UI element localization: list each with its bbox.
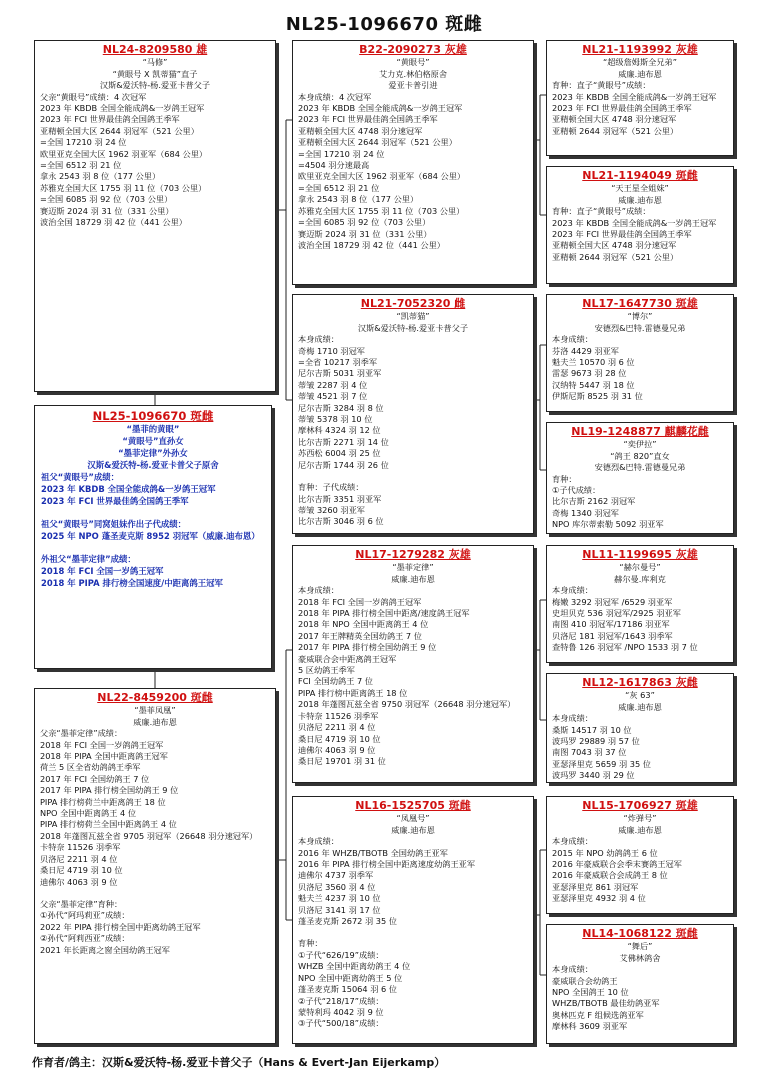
result-line: 2017 年王牌精英全国幼鸽王 7 位 <box>298 630 422 641</box>
result-line: 育种：子代成绩： <box>298 482 364 493</box>
result-line: 苏雅克全国大区 1755 羽 11 位（703 公里） <box>298 205 465 216</box>
result-line: 本身成绩： <box>552 334 593 345</box>
ring-number: NL17-1279282 灰雄 <box>355 548 471 561</box>
result-line: 2016 年 WHZB/TBOTB 全国幼鸽王亚军 <box>298 847 448 858</box>
pedigree-box-sire-sire <box>292 40 534 285</box>
subject-breeder: 汉斯&爱沃特-杨.爱亚卡普父子原舍 <box>87 460 219 470</box>
result-line: 亚精顿全国大区 2644 羽冠军（521 公里） <box>40 125 199 136</box>
result-line: ②子代“218/17”成绩： <box>298 995 384 1006</box>
ring-number: NL21-7052320 雌 <box>360 297 466 310</box>
pigeon-origin: 汉斯&爱沃特-杨.爱亚卡普父子 <box>99 80 211 91</box>
result-line: 亚精顿 2644 羽冠军（521 公里） <box>552 251 679 262</box>
result-line: 魁夫兰 10570 羽 6 位 <box>552 357 635 368</box>
result-line: 蓬圣麦克斯 2672 羽 35 位 <box>298 916 397 927</box>
ring-number: NL22-8459200 斑雌 <box>97 691 213 704</box>
footer-breeder: 作育者/鸽主：汉斯&爱沃特-杨.爱亚卡普父子（Hans & Evert-Jan Eijerkamp） <box>32 1056 446 1069</box>
result-line: 蒂皱 3260 羽亚军 <box>298 504 365 515</box>
result-line: 拿永 2543 羽 8 位（177 公里） <box>40 171 161 182</box>
result-line: 贝洛尼 3560 羽 4 位 <box>298 881 376 892</box>
result-line: 贝洛尼 2211 羽 4 位 <box>40 853 118 864</box>
spacer <box>40 888 270 899</box>
spacer <box>298 471 528 482</box>
result-line: WHZB 全国中距离幼鸽王 4 位 <box>298 961 411 972</box>
pigeon-origin: 威廉.迪布恩 <box>133 716 177 727</box>
pedigree-box-ggp-8 <box>546 924 734 1044</box>
pigeon-origin: 爱亚卡普引进 <box>388 80 438 91</box>
result-line: =全省 10217 羽季军 <box>298 357 378 368</box>
pedigree-box-ggp-7 <box>546 796 734 914</box>
result-line: 2023 年 FCI 世界最佳鸽全国鸽王季军 <box>552 229 692 240</box>
pedigree-box-ggp-3 <box>546 294 734 412</box>
pigeon-origin: “鸽王 820”直女 <box>610 450 670 461</box>
ring-number: NL16-1525705 斑雌 <box>355 799 471 812</box>
pigeon-origin: 威廉.迪布恩 <box>391 573 435 584</box>
result-line: 2016 年豪威联合会季末赛鸽王冠军 <box>552 859 682 870</box>
pedigree-box-sire <box>34 40 276 392</box>
result-line: 育种： <box>298 938 323 949</box>
pedigree-box-ggp-5 <box>546 545 734 663</box>
pigeon-name: “奕伊拉” <box>623 439 657 450</box>
pigeon-name: “炸弹号” <box>623 813 657 824</box>
result-line: 2022 年 PIPA 排行榜全国中距离幼鸽王冠军 <box>40 921 201 932</box>
pedigree-box-sire-dam <box>292 294 534 534</box>
result-line: 奥林匹克 F 组候选鸽亚军 <box>552 1009 644 1020</box>
result-line: 2017 年 FCI 全国幼鸽王 7 位 <box>40 773 150 784</box>
subject-gap <box>41 542 265 553</box>
pigeon-origin: 艾力克.林伯格原舍 <box>378 68 448 79</box>
subject-ring: NL25-1096670 斑雌 <box>92 409 214 423</box>
result-line: 蓬圣麦克斯 15064 羽 6 位 <box>298 984 397 995</box>
result-line: 亚精顿 2644 羽冠军（521 公里） <box>552 125 679 136</box>
result-line: 摩林科 4324 羽 12 位 <box>298 425 381 436</box>
pedigree-box-ggp-1 <box>546 40 734 156</box>
result-line: 卡特奈 11526 羽季军 <box>40 842 121 853</box>
result-line: =全国 6512 羽 21 位 <box>298 182 380 193</box>
pedigree-ring-header <box>552 298 728 310</box>
ring-number: NL21-1194049 斑雌 <box>582 169 698 182</box>
ring-number: NL11-1199695 灰雄 <box>582 548 698 561</box>
result-line: 尼尔吉斯 3284 羽 8 位 <box>298 402 384 413</box>
result-line: 尼尔吉斯 1744 羽 26 位 <box>298 459 389 470</box>
result-line: 本身成绩： <box>298 334 339 345</box>
pedigree-ring-header <box>298 800 528 812</box>
subject-line: 2023 年 KBDB 全国全能成鸽&一岁鸽王冠军 <box>41 484 216 494</box>
result-line: NPO 全国中距离幼鸽王 5 位 <box>298 972 403 983</box>
pigeon-name: “凤凰号” <box>396 813 430 824</box>
result-line: 本身成绩： <box>552 964 593 975</box>
pigeon-name: “天王星全姐妹” <box>611 183 669 194</box>
pedigree-box-dam-dam <box>292 796 534 1044</box>
result-line: 赛迈斯 2024 羽 31 位（331 公里） <box>40 205 174 216</box>
pedigree-box-dam <box>34 688 276 1044</box>
result-line: 2018 年 PIPA 全国中距离鸽王冠军 <box>40 751 168 762</box>
result-line: 蒂皱 5378 羽 10 位 <box>298 414 373 425</box>
result-line: 桑日尼 4719 羽 10 位 <box>40 865 123 876</box>
result-line: 2023 年 KBDB 全国全能成鸽&一岁鸽王冠军 <box>552 217 717 228</box>
pigeon-origin: 艾佛林鸽舍 <box>619 952 661 963</box>
result-line: ②孙代“阿莉西亚”成绩： <box>40 933 130 944</box>
ring-number: NL17-1647730 斑雄 <box>582 297 698 310</box>
pedigree-box-dam-sire <box>292 545 534 783</box>
result-line: 南图 410 羽冠军/17186 羽亚军 <box>552 619 670 630</box>
result-line: 奇梅 1710 羽冠军 <box>298 345 365 356</box>
result-line: 2023 年 FCI 世界最佳鸽全国鸽王季军 <box>552 103 692 114</box>
pigeon-name: “黄眼号” <box>396 57 430 68</box>
subject-line: 2025 年 NPO 蓬圣麦克斯 8952 羽冠军（威廉.迪布恩） <box>41 531 260 541</box>
result-line: 蒂皱 4521 羽 7 位 <box>298 391 368 402</box>
subject-name: “墨菲的黄眼” <box>126 424 180 434</box>
result-line: 2018 年 FCI 全国一岁鸽鸽王冠军 <box>298 596 422 607</box>
result-line: 2023 年 FCI 世界最佳鸽全国鸽王季军 <box>40 114 180 125</box>
result-line: 梅嫩 3292 羽冠军 /6529 羽亚军 <box>552 596 673 607</box>
result-line: NPO 全国鸽王 10 位 <box>552 987 629 998</box>
subject-line: 外祖父“墨菲定律”成绩： <box>41 554 136 564</box>
pigeon-origin: 威廉.迪布恩 <box>618 824 662 835</box>
result-line: 桑日尼 4719 羽 10 位 <box>298 733 381 744</box>
result-line: 豪威联合会中距离鸽王冠军 <box>298 653 397 664</box>
subject-gap <box>41 507 265 518</box>
result-line: 亚精顿全国大区 4748 羽分速冠军 <box>552 240 677 251</box>
result-line: 2018 年蓬图瓦兹全省 9750 羽冠军（26648 羽分速冠军） <box>298 699 516 710</box>
pigeon-origin: 威廉.迪布恩 <box>618 68 662 79</box>
result-line: ①孙代“阿玛莉亚”成绩： <box>40 910 130 921</box>
result-line: PIPA 排行榜中距离鸽王 18 位 <box>298 687 408 698</box>
result-line: 卡特奈 11526 羽季军 <box>298 710 379 721</box>
subject-line: 2018 年 FCI 全国一岁鸽王冠军 <box>41 566 164 576</box>
result-line: ①子代成绩： <box>552 485 601 496</box>
pedigree-box-ggp-6 <box>546 673 734 783</box>
pedigree-ring-header <box>552 928 728 940</box>
result-line: NPO 库尔蒂索勒 5092 羽亚军 <box>552 519 664 530</box>
result-line: 亚瑟泽里克 5659 羽 35 位 <box>552 758 651 769</box>
result-line: 赛迈斯 2024 羽 31 位（331 公里） <box>298 228 432 239</box>
result-line: =全国 6085 羽 92 位（703 公里） <box>40 194 173 205</box>
result-line: 蒂皱 2287 羽 4 位 <box>298 379 368 390</box>
result-line: 桑日尼 19701 羽 31 位 <box>298 756 386 767</box>
result-line: 奇梅 1340 羽冠军 <box>552 507 619 518</box>
result-line: 迪佛尔 4737 羽季军 <box>298 870 374 881</box>
result-line: =全国 17210 羽 24 位 <box>40 137 127 148</box>
result-line: =全国 6085 羽 92 位（703 公里） <box>298 217 431 228</box>
pedigree-ring-header <box>40 692 270 704</box>
result-line: 本身成绩： <box>298 836 339 847</box>
result-line: 亚瑟泽里克 4932 羽 4 位 <box>552 893 646 904</box>
result-line: 桑斯 14517 羽 10 位 <box>552 724 632 735</box>
ring-number: NL14-1068122 斑雌 <box>582 927 698 940</box>
result-line: 本身成绩：4 次冠军 <box>298 91 372 102</box>
pigeon-name: “灰 63” <box>625 690 655 701</box>
result-line: 5 区幼鸽王季军 <box>298 665 355 676</box>
pedigree-box-subject <box>34 405 272 669</box>
pedigree-ring-header <box>552 170 728 182</box>
result-line: =全国 17210 羽 24 位 <box>298 148 385 159</box>
result-line: 2016 年豪威联合会成鸽王 8 位 <box>552 870 668 881</box>
result-line: 贝洛尼 2211 羽 4 位 <box>298 722 376 733</box>
pedigree-ring-header <box>298 549 528 561</box>
result-line: 父亲“黄眼号”成绩：4 次冠军 <box>40 91 147 102</box>
subject-line: 2018 年 PIPA 排行榜全国速度/中距离鸽王冠军 <box>41 578 223 588</box>
result-line: 亚精顿全国大区 4748 羽分速冠军 <box>552 114 677 125</box>
result-line: PIPA 排行榜荷兰中距离鸽王 18 位 <box>40 796 166 807</box>
pigeon-origin: 赫尔曼.库利克 <box>614 573 666 584</box>
pigeon-name: “超级詹姆斯全兄弟” <box>603 57 677 68</box>
result-line: 魁夫兰 4237 羽 10 位 <box>298 893 381 904</box>
result-line: 2017 年 PIPA 排行榜全国幼鸽王 9 位 <box>298 642 437 653</box>
pigeon-name: “赫尔曼号” <box>619 562 661 573</box>
result-line: 2021 年长距离之窗全国幼鸽王冠军 <box>40 944 170 955</box>
result-line: 迪佛尔 4063 羽 9 位 <box>40 876 118 887</box>
result-line: 荷兰 5 区全省幼鸽鸽王季军 <box>40 762 141 773</box>
result-line: 比尔吉斯 3351 羽亚军 <box>298 493 382 504</box>
pedigree-ring-header <box>552 800 728 812</box>
result-line: 2023 年 KBDB 全国全能成鸽&一岁鸽王冠军 <box>552 91 717 102</box>
result-line: 2023 年 KBDB 全国全能成鸽&一岁鸽王冠军 <box>40 103 205 114</box>
ring-number: NL19-1248877 麒麟花雌 <box>571 425 709 438</box>
result-line: 苏西松 6004 羽 25 位 <box>298 448 381 459</box>
page-title: NL25-1096670 斑雌 <box>285 14 483 35</box>
result-line: 豪威联合会幼鸽王 <box>552 975 618 986</box>
result-line: 本身成绩： <box>552 713 593 724</box>
result-line: 亚精顿全国大区 2644 羽冠军（521 公里） <box>298 137 457 148</box>
pigeon-origin: 威廉.迪布恩 <box>618 701 662 712</box>
ring-number: B22-2090273 灰雄 <box>359 43 467 56</box>
result-line: 比尔吉斯 2271 羽 14 位 <box>298 436 389 447</box>
result-line: 本身成绩： <box>552 836 593 847</box>
result-line: 欧里亚克全国大区 1962 羽亚军（684 公里） <box>40 148 208 159</box>
result-line: 2023 年 FCI 世界最佳鸽全国鸽王季军 <box>298 114 438 125</box>
result-line: 比尔吉斯 3046 羽 6 位 <box>298 516 384 527</box>
pedigree-ring-header <box>552 677 728 689</box>
result-line: 2023 年 KBDB 全国全能成鸽&一岁鸽王冠军 <box>298 103 463 114</box>
result-line: 伊斯尼斯 8525 羽 31 位 <box>552 391 643 402</box>
result-line: NPO 全国中距离鸽王 4 位 <box>40 808 137 819</box>
result-line: WHZB/TBOTB 最佳幼鸽亚军 <box>552 998 660 1009</box>
ring-number: NL21-1193992 灰雄 <box>582 43 698 56</box>
result-line: =全国 6512 羽 21 位 <box>40 160 122 171</box>
result-line: 欧里亚克全国大区 1962 羽亚军（684 公里） <box>298 171 466 182</box>
result-line: 2015 年 NPO 幼鸽鸽王 6 位 <box>552 847 658 858</box>
result-line: FCI 全国幼鸽王 7 位 <box>298 676 373 687</box>
ring-number: NL15-1706927 斑雄 <box>582 799 698 812</box>
pigeon-name: “墨菲凤凰” <box>134 705 176 716</box>
result-line: 波玛罗 3440 羽 29 位 <box>552 770 635 781</box>
subject-line: 祖父“黄眼号”成绩： <box>41 472 120 482</box>
pedigree-ring-header <box>552 549 728 561</box>
result-line: 波玛罗 29889 羽 57 位 <box>552 736 640 747</box>
subject-line: 2023 年 FCI 世界最佳鸽全国鸽王季军 <box>41 496 189 506</box>
pigeon-origin: 威廉.迪布恩 <box>391 824 435 835</box>
result-line: 比尔吉斯 2162 羽冠军 <box>552 496 636 507</box>
pigeon-name: “舞后” <box>627 941 653 952</box>
result-line: 2016 年 PIPA 排行榜全国中距离速度幼鸽王亚军 <box>298 859 476 870</box>
result-line: ③子代“500/18”成绩： <box>298 1018 384 1029</box>
result-line: 雷瑟 9673 羽 28 位 <box>552 368 627 379</box>
result-line: 育种：直子“黄眼号”成绩： <box>552 206 651 217</box>
result-line: 尼尔吉斯 5031 羽亚军 <box>298 368 382 379</box>
result-line: 迪佛尔 4063 羽 9 位 <box>298 744 376 755</box>
result-line: 摩林科 3609 羽亚军 <box>552 1021 628 1032</box>
result-line: 本身成绩： <box>298 585 339 596</box>
result-line: 2018 年 PIPA 排行榜全国中距离/速度鸽王冠军 <box>298 608 470 619</box>
pigeon-origin: 威廉.迪布恩 <box>618 194 662 205</box>
result-line: 查特鲁 126 羽冠军 /NPO 1533 羽 7 位 <box>552 642 698 653</box>
result-line: 父亲“墨菲定律”成绩： <box>40 728 123 739</box>
pigeon-origin: 安德烈&巴特.雷德曼兄弟 <box>594 462 686 473</box>
pigeon-name: “凯蒂猫” <box>396 311 430 322</box>
pigeon-origin: 安德烈&巴特.雷德曼兄弟 <box>594 322 686 333</box>
ring-number: NL24-8209580 雄 <box>102 43 208 56</box>
result-line: 南图 7043 羽 37 位 <box>552 747 627 758</box>
pigeon-name: “墨菲定律” <box>392 562 434 573</box>
result-line: 波治全国 18729 羽 42 位（441 公里） <box>298 239 445 250</box>
result-line: 史坦贝克 536 羽冠军/2925 羽亚军 <box>552 608 681 619</box>
result-line: 本身成绩： <box>552 585 593 596</box>
result-line: 贝洛尼 181 羽冠军/1643 羽季军 <box>552 630 673 641</box>
result-line: 芬洛 4429 羽亚军 <box>552 345 619 356</box>
pigeon-origin: “黄眼号 X 凯蒂猫”直子 <box>112 68 198 79</box>
result-line: 拿永 2543 羽 8 位（177 公里） <box>298 194 419 205</box>
result-line: 亚瑟泽里克 861 羽冠军 <box>552 881 639 892</box>
result-line: 波治全国 18729 羽 42 位（441 公里） <box>40 217 187 228</box>
pedigree-ring-header <box>552 426 728 438</box>
pedigree-box-ggp-2 <box>546 166 734 284</box>
subject-lineage-1: “黄眼号”直孙女 <box>122 436 184 446</box>
ring-number: NL12-1617863 灰雌 <box>582 676 698 689</box>
pedigree-ring-header <box>298 44 528 56</box>
result-line: 2018 年 NPO 全国中距离鸽王 4 位 <box>298 619 429 630</box>
result-line: =4504 羽分速最高 <box>298 160 370 171</box>
result-line: 蒙特利玛 4042 羽 9 位 <box>298 1006 384 1017</box>
pigeon-name: “马修” <box>142 57 168 68</box>
result-line: 2017 年 PIPA 排行榜全国幼鸽王 9 位 <box>40 785 179 796</box>
pigeon-name: “博尔” <box>627 311 653 322</box>
pedigree-ring-header <box>298 298 528 310</box>
result-line: 育种： <box>552 473 577 484</box>
subject-line: 祖父“黄眼号”同窝姐妹作出子代成绩： <box>41 519 187 529</box>
result-line: 父亲“墨菲定律”育种： <box>40 898 123 909</box>
result-line: 汉纳特 5447 羽 18 位 <box>552 379 635 390</box>
result-line: ①子代“626/19”成绩： <box>298 949 384 960</box>
pedigree-ring-header <box>40 44 270 56</box>
result-line: 苏雅克全国大区 1755 羽 11 位（703 公里） <box>40 182 207 193</box>
result-line: 育种：直子“黄眼号”成绩： <box>552 80 651 91</box>
pedigree-box-ggp-4 <box>546 422 734 534</box>
result-line: 2018 年 FCI 全国一岁鸽鸽王冠军 <box>40 739 164 750</box>
result-line: 亚精顿全国大区 4748 羽分速冠军 <box>298 125 423 136</box>
result-line: 贝洛尼 3141 羽 17 位 <box>298 904 381 915</box>
spacer <box>298 927 528 938</box>
subject-lineage-2: “墨菲定律”外孙女 <box>118 448 188 458</box>
pedigree-ring-header <box>552 44 728 56</box>
result-line: PIPA 排行榜荷兰全国中距离鸽王 4 位 <box>40 819 177 830</box>
result-line: 2018 年蓬图瓦兹全省 9705 羽冠军（26648 羽分速冠军） <box>40 830 258 841</box>
pigeon-origin: 汉斯&爱沃特-杨.爱亚卡普父子 <box>357 322 469 333</box>
